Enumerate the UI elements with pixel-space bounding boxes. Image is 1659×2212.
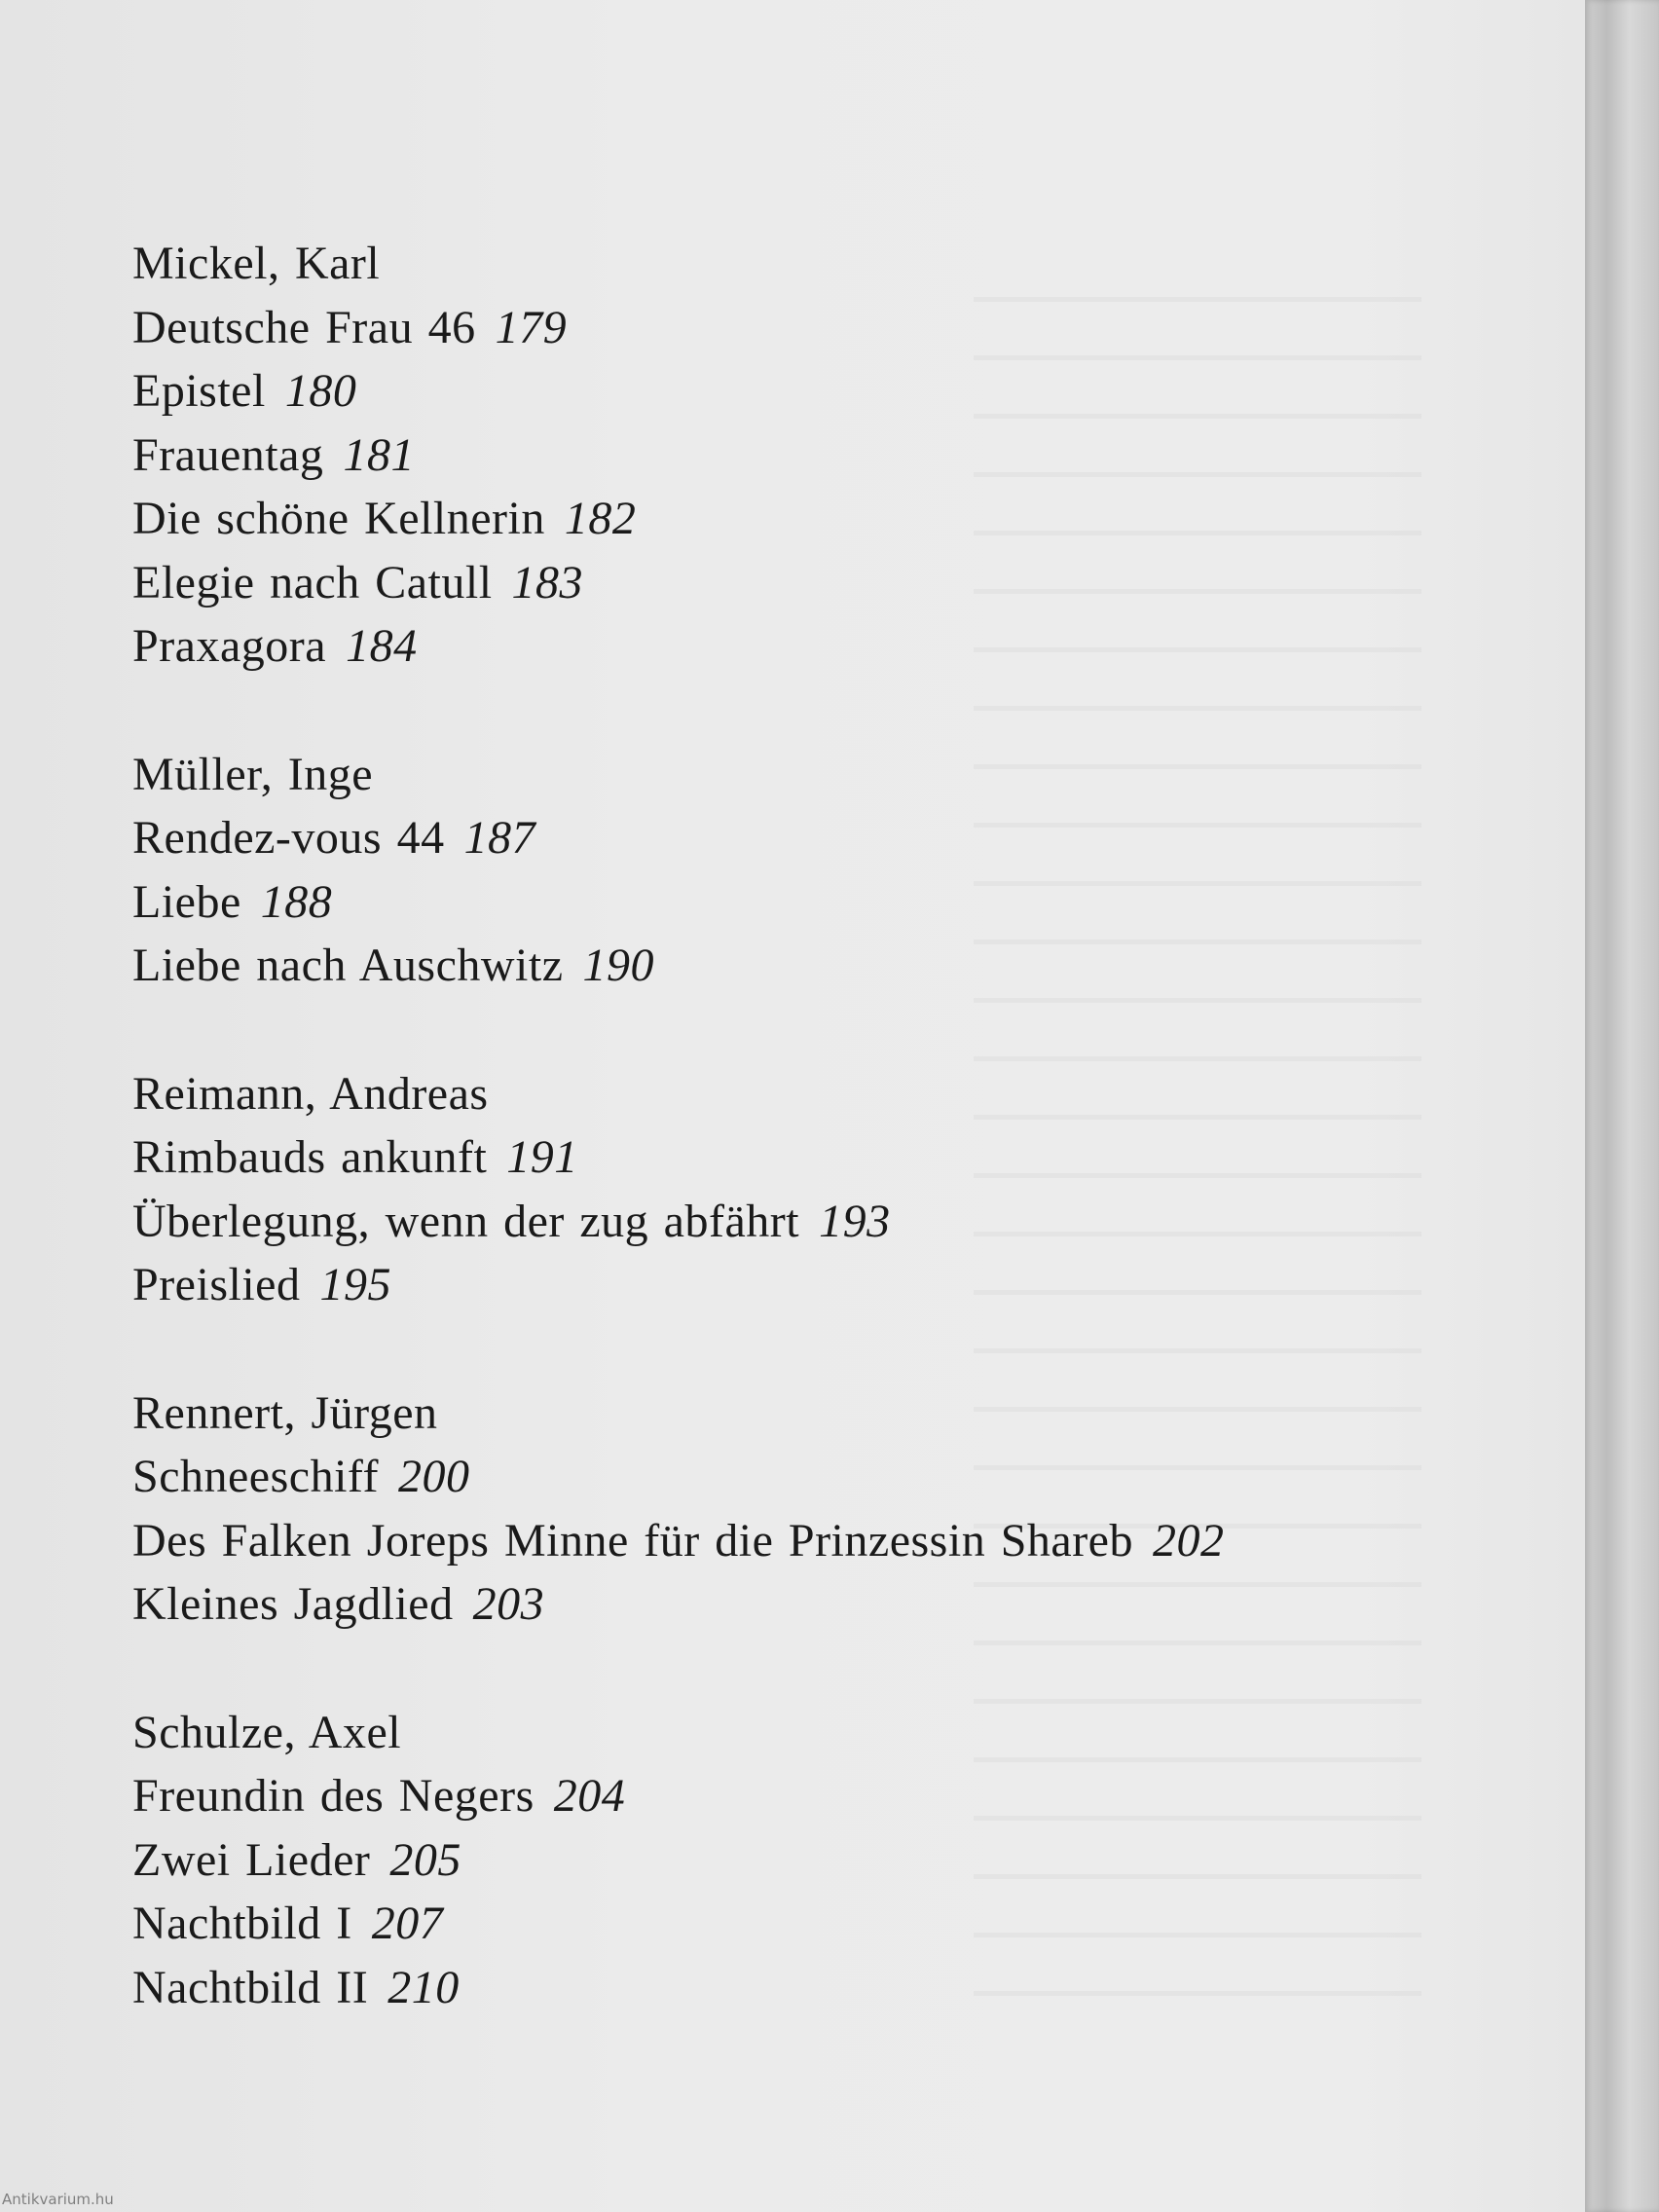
index-entry (132, 1764, 1554, 1828)
entry-title: Liebe (132, 875, 241, 928)
page-number: 195 (319, 1259, 391, 1310)
index-entry (132, 1572, 1554, 1637)
index-entry (132, 1445, 1554, 1509)
entry-title: Schneeschiff (132, 1451, 380, 1502)
entry-title: Nachtbild I (132, 1898, 352, 1949)
index-entry (132, 296, 1554, 360)
page-number: 184 (346, 620, 418, 672)
entry-title: Preislied (132, 1259, 301, 1310)
page-number: 207 (371, 1898, 444, 1949)
author-block (132, 743, 1554, 998)
author-name: Mickel, Karl (132, 238, 381, 289)
watermark: Antikvarium.hu (2, 2191, 114, 2208)
page-number: 205 (389, 1833, 461, 1886)
index-entry (132, 424, 1554, 488)
author-block (132, 232, 1554, 679)
index-entry (132, 1509, 1554, 1573)
author-name: Müller, Inge (132, 748, 374, 800)
page-number: 210 (387, 1961, 460, 2013)
page-number: 179 (495, 301, 568, 353)
index-entry (132, 934, 1554, 998)
index-entry (132, 1892, 1554, 1956)
page-number: 182 (564, 493, 637, 544)
index-entry (132, 1956, 1554, 2020)
page-number: 180 (284, 365, 357, 417)
index-entry (132, 806, 1554, 870)
page-number: 200 (398, 1451, 470, 1502)
author-block (132, 1701, 1554, 2020)
page-number: 202 (1152, 1514, 1225, 1567)
entry-title: Epistel (132, 365, 266, 417)
index-entry (132, 614, 1554, 679)
page-number: 181 (343, 428, 415, 481)
author-name: Rennert, Jürgen (132, 1386, 438, 1439)
author-name: Schulze, Axel (132, 1706, 402, 1758)
index-entry (132, 1253, 1554, 1317)
page-number: 183 (511, 556, 584, 608)
page-number: 203 (472, 1578, 545, 1630)
entry-title: Die schöne Kellnerin (132, 493, 545, 544)
entry-title: Freundin des Negers (132, 1770, 535, 1822)
index-entry (132, 551, 1554, 615)
entry-title: Elegie nach Catull (132, 556, 493, 608)
entry-title: Rendez-vous 44 (132, 812, 445, 864)
index-entry (132, 1190, 1554, 1254)
entry-title: Deutsche Frau 46 (132, 301, 476, 353)
index-entry (132, 1125, 1554, 1190)
entry-title: Zwei Lieder (132, 1833, 371, 1886)
entry-title: Kleines Jagdlied (132, 1578, 454, 1630)
book-gutter-edge (1585, 0, 1659, 2212)
author-index (132, 232, 1554, 2083)
index-entry (132, 870, 1554, 935)
entry-title: Frauentag (132, 428, 324, 481)
author-block (132, 1382, 1554, 1637)
page-number: 187 (463, 812, 536, 864)
index-entry (132, 487, 1554, 551)
index-entry (132, 1828, 1554, 1893)
page-number: 193 (819, 1195, 891, 1247)
entry-title: Des Falken Joreps Minne für die Prinzessin Shareb (132, 1514, 1133, 1567)
author-block (132, 1062, 1554, 1317)
page-number: 188 (260, 875, 333, 928)
entry-title: Rimbauds ankunft (132, 1131, 488, 1183)
page-number: 191 (506, 1131, 578, 1183)
author-name: Reimann, Andreas (132, 1067, 489, 1120)
entry-title: Liebe nach Auschwitz (132, 940, 564, 991)
page-number: 204 (553, 1770, 626, 1822)
index-entry (132, 359, 1554, 424)
entry-title: Praxagora (132, 620, 327, 672)
entry-title: Nachtbild II (132, 1961, 369, 2013)
page-number: 190 (582, 940, 655, 991)
entry-title: Überlegung, wenn der zug abfährt (132, 1195, 800, 1247)
